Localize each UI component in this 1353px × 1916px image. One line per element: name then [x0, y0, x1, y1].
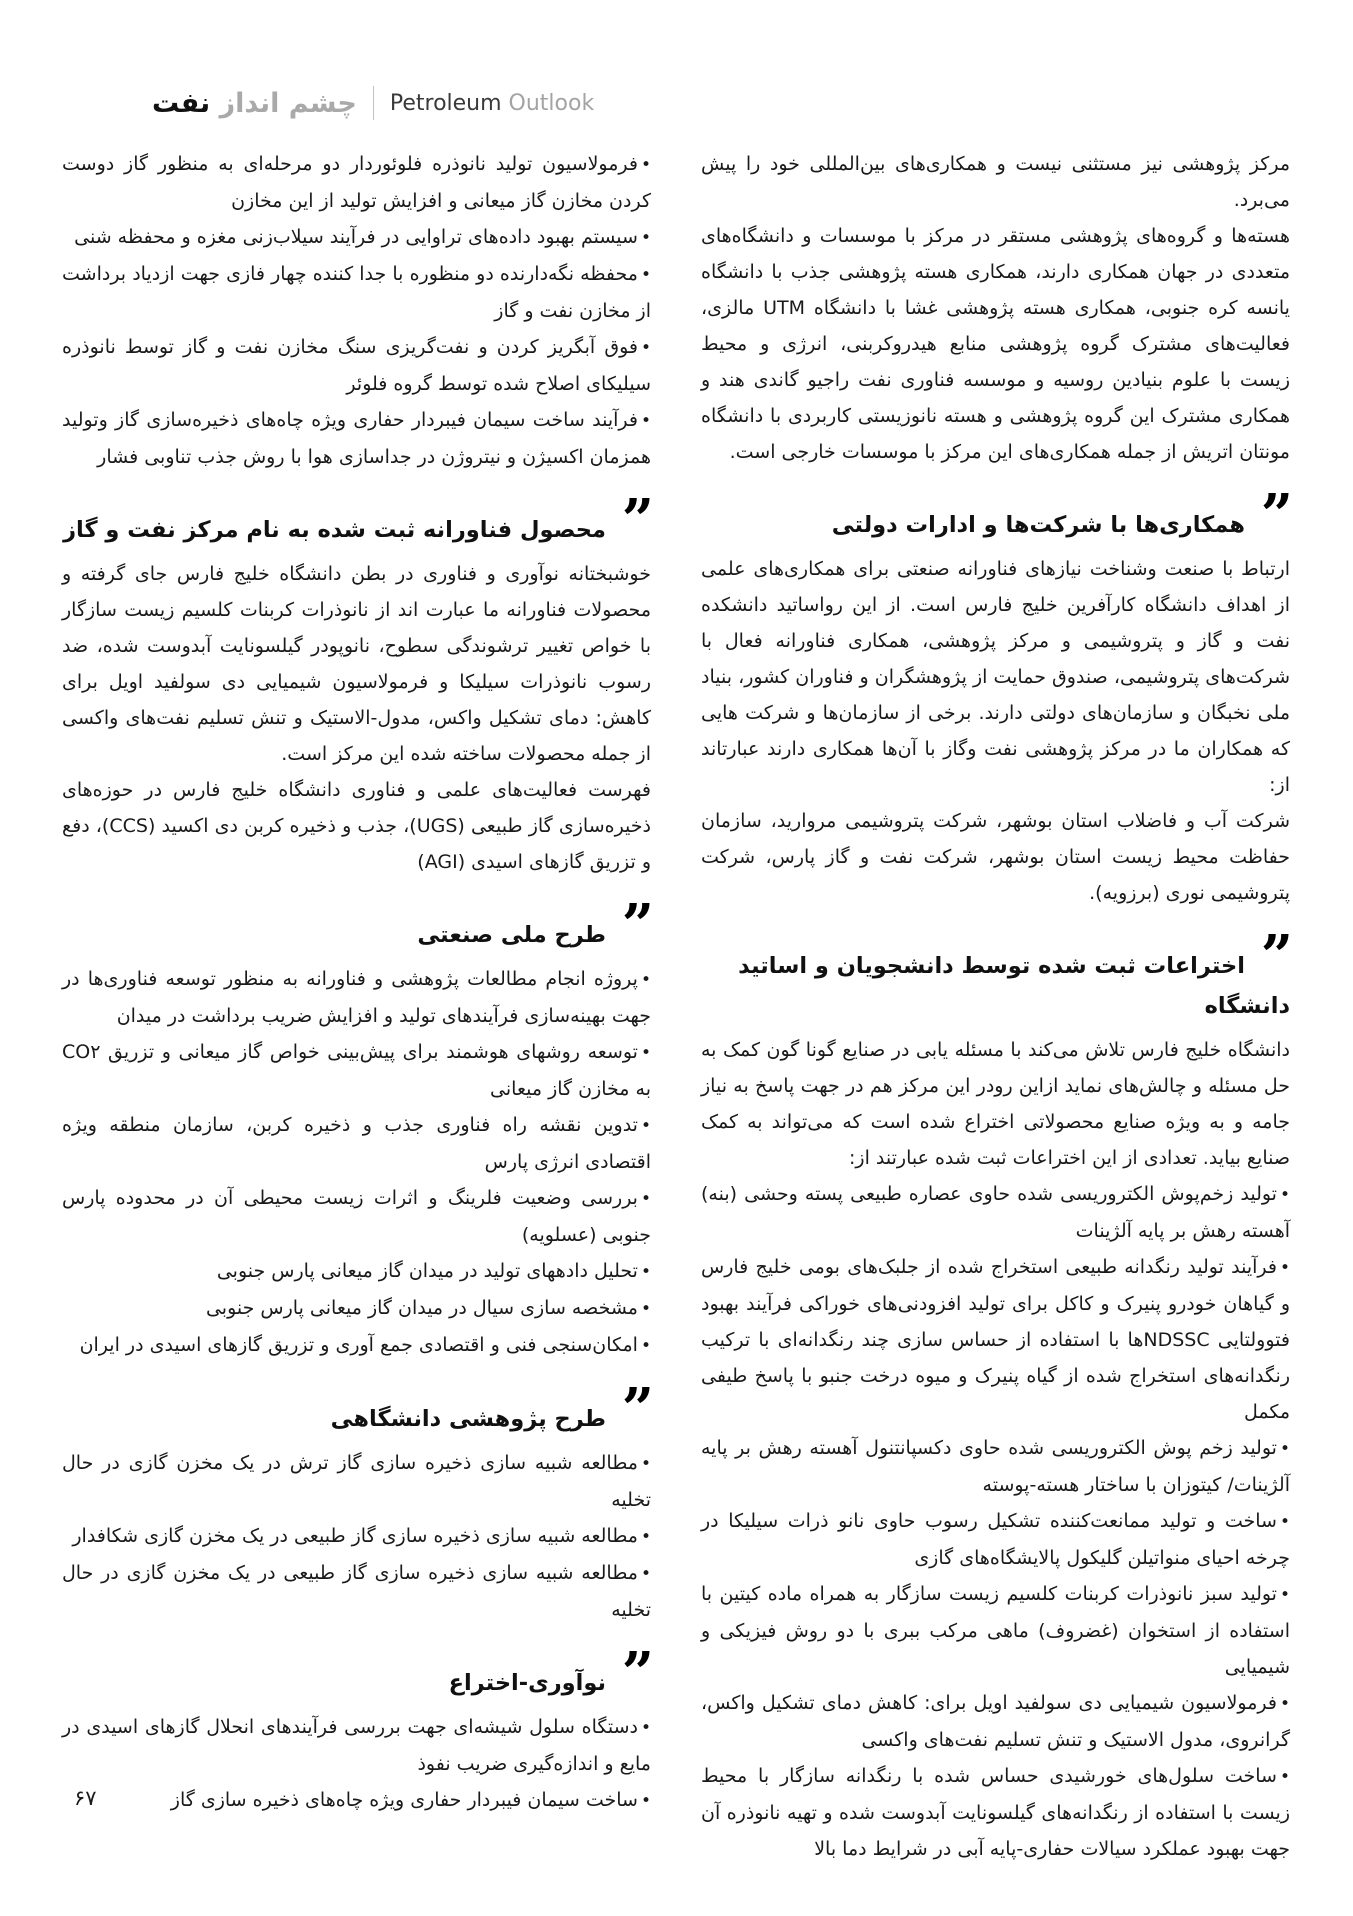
two-column-body [63, 146, 1290, 1867]
list-item: • مشخصه سازی سیال در میدان گاز میعانی پارس جنوبی [62, 1290, 651, 1327]
list-item: • فرمولاسیون تولید نانوذره فلوئوردار دو مرحله‌ای به منظور گاز دوست کردن مخازن گاز میعانی و افزایش تولید از این مخازن [62, 146, 651, 219]
quote-icon: ” [621, 1376, 651, 1442]
brand-persian-bold: نفت [152, 87, 211, 119]
heading-text: محصول فناورانه ثبت شده به نام مرکز نفت و گاز [63, 517, 606, 543]
brand-english [390, 91, 594, 116]
list-item: • تولید زخم پوش الکتروریسی شده حاوی دکسپانتنول آهسته رهش بر پایه آلژینات/ کیتوزان با ساختار هسته-پوسته [701, 1430, 1290, 1503]
column-right [701, 146, 1290, 1867]
heading-text: نوآوری-اختراع [448, 1670, 606, 1696]
quote-icon: ” [621, 487, 651, 553]
list-item: • فوق آبگریز کردن و نفت‌گریزی سنگ مخازن نفت و گاز توسط نانوذره سیلیکای اصلاح شده توسط گروه فلوئر [62, 329, 651, 402]
paragraph: خوشبختانه نوآوری و فناوری در بطن دانشگاه خلیج فارس جای گرفته و محصولات فناورانه ما عبارت اند از نانوذرات کربنات کلسیم زیست سازگار با خواص تغییر ترشوندگی سطوح، نانوپودر گیلسونایت آبدوست شده، ضد رسوب نانوذرات سیلیکا و فرمولاسیون شیمیایی دی سولفید اویل برای کاهش: دمای تشکیل واکس، مدول-الاستیک و تنش تسلیم نفت‌های واکسی از جمله محصولات ساخته شده این مرکز است. [62, 563, 651, 765]
list-item: • تحلیل دادههای تولید در میدان گاز میعانی پارس جنوبی [62, 1253, 651, 1290]
column-left [62, 146, 651, 1867]
page-header [152, 86, 594, 120]
list-item: • ساخت سلول‌های خورشیدی حساس شده با رنگدانه سازگار با محیط زیست با استفاده از رنگدانه‌های گیلسونایت آبدوست شده و تهیه نانوذره آن جهت بهبود عملکرد سیالات حفاری-پایه آبی در شرایط دما بالا [701, 1758, 1290, 1867]
list-item: • ساخت سیمان فیبردار حفاری ویژه چاه‌های ذخیره سازی گاز [62, 1782, 651, 1819]
quote-icon: ” [621, 892, 651, 958]
paragraph: شرکت آب و فاضلاب استان بوشهر، شرکت پتروشیمی مروارید، سازمان حفاظت محیط زیست استان بوشهر، شرکت نفت و گاز پارس، شرکت پتروشیمی نوری (برزویه). [701, 810, 1290, 904]
list-item: • پروژه انجام مطالعات پژوهشی و فناورانه به منظور توسعه فناوری‌ها در جهت بهینه‌سازی فرآیندهای تولید و افزایش ضریب برداشت در میدان [62, 961, 651, 1034]
list-item: • مطالعه شبیه سازی ذخیره سازی گاز ترش در یک مخزن گازی در حال تخلیه [62, 1445, 651, 1518]
heading-university-projects [62, 1376, 651, 1442]
list-item: • تدوین نقشه راه فناوری جذب و ذخیره کربن، سازمان منطقه ویژه اقتصادی انرژی پارس [62, 1107, 651, 1180]
paragraph: دانشگاه خلیج فارس تلاش می‌کند با مسئله یابی در صنایع گونا گون کمک به حل مسئله و چالش‌های نماید ازاین رودر این مرکز هم در جهت پاسخ به نیاز جامه و به ویژه صنایع محصولاتی اختراع شده است که می‌تواند به کمک صنایع بیاید. تعدادی از این اختراعات ثبت شده عبارتند از: [701, 1039, 1290, 1169]
quote-icon: ” [1260, 482, 1290, 548]
brand-persian-light: چشم انداز [219, 87, 357, 119]
list-item: • فرآیند ساخت سیمان فیبردار حفاری ویژه چاه‌های ذخیره‌سازی گاز وتولید همزمان اکسیژن و نیتروژن در جداسازی هوا با روش جذب تناوبی فشار [62, 402, 651, 475]
list-item: • تولید زخم‌پوش الکتروریسی شده حاوی عصاره طبیعی پسته وحشی (بنه) آهسته رهش بر پایه آلژینات [701, 1176, 1290, 1249]
brand-english-primary: Petroleum [389, 90, 502, 116]
quote-icon: ” [621, 1640, 651, 1706]
quote-icon: ” [1260, 923, 1290, 989]
list-item: • محفظه نگه‌دارنده دو منظوره با جدا کننده چهار فازی جهت ازدیاد برداشت از مخازن نفت و گاز [62, 256, 651, 329]
heading-products [62, 487, 651, 553]
brand-persian [152, 88, 357, 119]
list-item: • ساخت و تولید ممانعت‌کننده تشکیل رسوب حاوی نانو ذرات سیلیکا در چرخه احیای منواتیلن گلیکول پالایشگاه‌های گازی [701, 1503, 1290, 1576]
paragraph: فهرست فعالیت‌های علمی و فناوری دانشگاه خلیج فارس در حوزه‌های ذخیره‌سازی گاز طبیعی (UGS)، جذب و ذخیره کربن دی اکسید (CCS)، دفع و تزریق گازهای اسیدی (AGI) [62, 779, 651, 873]
heading-text: طرح پژوهشی دانشگاهی [330, 1406, 606, 1432]
heading-text: همکاری‌ها با شرکت‌ها و ادارات دولتی [831, 512, 1245, 538]
brand-english-secondary: Outlook [508, 90, 595, 116]
heading-innovation [62, 1640, 651, 1706]
heading-text: اختراعات ثبت شده توسط دانشجویان و اساتید دانشگاه [738, 953, 1290, 1019]
list-item: • مطالعه شبیه سازی ذخیره سازی گاز طبیعی در یک مخزن گازی شکافدار [62, 1518, 651, 1555]
list-item: • فرمولاسیون شیمیایی دی سولفید اویل برای: کاهش دمای تشکیل واکس، گرانروی، مدول الاستیک و تنش تسلیم نفت‌های واکسی [701, 1685, 1290, 1758]
list-item: • توسعه روشهای هوشمند برای پیش‌بینی خواص گاز میعانی و تزریق CO۲ به مخازن گاز میعانی [62, 1034, 651, 1107]
heading-text: طرح ملی صنعتی [417, 922, 606, 948]
paragraph: هسته‌ها و گروه‌های پژوهشی مستقر در مرکز با موسسات و دانشگاه‌های متعددی در جهان همکاری دارند، همکاری هسته پژوهشی جذب با دانشگاه یانسه کره جنوبی، همکاری هسته پژوهشی غشا با دانشگاه UTM مالزی، فعالیت‌های مشترک گروه پژوهشی منابع هیدروکربنی، انرژی و محیط زیست با علوم بنیادین روسیه و موسسه فناوری نفت راجیو گاندی هند و همکاری مشترک این گروه پژوهشی و هسته نانوزیستی کاربردی با دانشگاه مونتان اتریش از جمله همکاری‌های این مرکز با موسسات خارجی است. [701, 225, 1290, 463]
university-project-list [62, 1445, 651, 1628]
list-item: • دستگاه سلول شیشه‌ای جهت بررسی فرآیندهای انحلال گازهای اسیدی در مایع و اندازه‌گیری ضریب نفوذ [62, 1709, 651, 1782]
paragraph: ارتباط با صنعت وشناخت نیازهای فناورانه صنعتی برای همکاری‌های علمی از اهداف دانشگاه کارآفرین خلیج فارس است. از این رواساتید دانشکده نفت و گاز و پتروشیمی و مرکز پژوهشی، همکاری فناورانه فعال با شرکت‌های پتروشیمی، صندوق حمایت از پژوهشگران و فناوران کشور، بنیاد ملی نخبگان و سازمان‌های دولتی دارند. برخی از سازمان‌ها و شرکت هایی که همکاران ما در مرکز پژوهشی نفت وگاز با آن‌ها همکاری دارند عبارتاند از: [701, 558, 1290, 796]
national-project-list [62, 961, 651, 1364]
heading-collaborations [701, 482, 1290, 548]
formulation-list [62, 146, 651, 475]
heading-patents [701, 923, 1290, 1026]
patent-list [701, 1176, 1290, 1867]
list-item: • امکان‌سنجی فنی و اقتصادی جمع آوری و تزریق گازهای اسیدی در ایران [62, 1327, 651, 1364]
innovation-list [62, 1709, 651, 1819]
list-item: • فرآیند تولید رنگدانه طبیعی استخراج شده از جلبک‌های بومی خلیج فارس و گیاهان خودرو پنیرک و کاکل برای تولید افزودنی‌های خوراکی فرآیند بهبود فتوولتایی NDSSCها با استفاده از حساس سازی چند رنگدانه‌ای با ترکیب رنگدانه‌های استخراج شده از گیاه پنیرک و میوه درخت جنبو با پاسخ طیفی مکمل [701, 1249, 1290, 1430]
paragraph: مرکز پژوهشی نیز مستثنی نیست و همکاری‌های بین‌المللی خود را پیش می‌برد. [701, 153, 1290, 211]
list-item: • بررسی وضعیت فلرینگ و اثرات زیست محیطی آن در محدوده پارس جنوبی (عسلویه) [62, 1180, 651, 1253]
page-number: ۶۷ [74, 1786, 97, 1810]
list-item: • مطالعه شبیه سازی ذخیره سازی گاز طبیعی در یک مخزن گازی در حال تخلیه [62, 1555, 651, 1628]
list-item: • تولید سبز نانوذرات کربنات کلسیم زیست سازگار به همراه ماده کیتین با استفاده از استخوان (غضروف) ماهی مرکب ببری با دو روش فیزیکی و شیمیایی [701, 1576, 1290, 1685]
list-item: • سیستم بهبود داده‌های تراوایی در فرآیند سیلاب‌زنی مغزه و محفظه شنی [62, 219, 651, 256]
header-divider [373, 86, 374, 120]
heading-national-projects [62, 892, 651, 958]
